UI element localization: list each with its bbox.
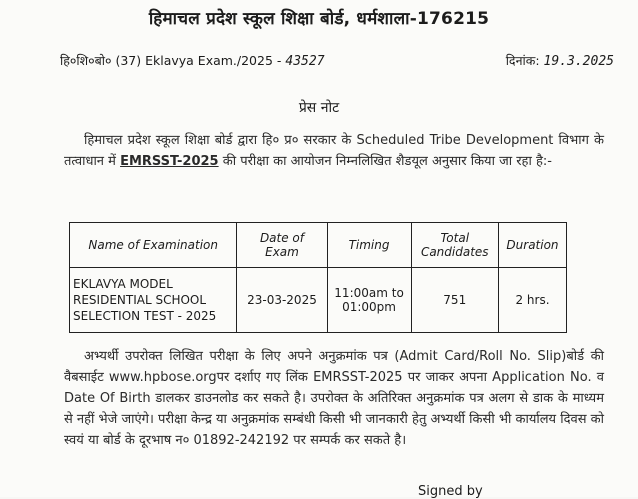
cell-exam-name: EKLAVYA MODEL RESIDENTIAL SCHOOL SELECTION TEST - 2025 — [70, 268, 237, 333]
header-duration: Duration — [498, 223, 566, 268]
date-value: 19.3.2025 — [543, 54, 614, 69]
header-timing: Timing — [327, 223, 411, 268]
cell-timing: 11:00am to 01:00pm — [327, 268, 411, 333]
instructions-paragraph: अभ्यर्थी उपरोक्त लिखित परीक्षा के लिए अपने अनुक्रमांक पत्र (Admit Card/Roll No. Slip)बोर्ड की वैबसाईट www.hpbose.orgपर दर्शाए गए लिंक EMRSST-2025 पर जाकर अपना Application No. व Date Of Birth डालकर डाउनलोड कर सकते है। उपरोक्त के अतिरिक्त अनुक्रमांक पत्र अलग से डाक के माध्यम से नहीं भेजे जाएंगे। परीक्षा केन्द्र या अनुक्रमांक सम्बंधी किसी भी जानकारी हेतु अभ्यर्थी किसी भी कार्यालय दिवस को स्वयं या बोर्ड के दूरभाष न० 01892-242192 पर सम्पर्क कर सकते है। — [64, 349, 604, 448]
date-block — [506, 52, 614, 69]
table-row — [70, 268, 567, 333]
header-total-candidates: Total Candidates — [411, 223, 498, 268]
exam-code-highlight: EMRSST-2025 — [120, 154, 219, 169]
reference-text: हि०शि०बो० (37) Eklavya Exam./2025 - — [60, 53, 282, 68]
press-note-heading: प्रेस नोट — [298, 100, 340, 116]
cell-total-candidates: 751 — [411, 268, 498, 333]
table-header-row — [70, 223, 567, 268]
header-exam-name: Name of Examination — [70, 223, 237, 268]
exam-schedule-table — [69, 222, 567, 333]
cell-duration: 2 hrs. — [498, 268, 566, 333]
date-label: दिनांक: — [505, 53, 540, 68]
reference-number — [60, 52, 325, 69]
signature-line: Signed by — [418, 484, 483, 499]
reference-handwritten-number: 43527 — [285, 54, 325, 69]
cell-exam-date: 23-03-2025 — [237, 268, 327, 333]
board-title: हिमाचल प्रदेश स्कूल शिक्षा बोर्ड, धर्मशाला-176215 — [148, 9, 490, 29]
intro-part-1: हिमाचल प्रदेश स्कूल शिक्षा बोर्ड द्वारा हि० प्र० सरकार के Scheduled Tribe Development विभाग के तत्वाधान में — [64, 133, 604, 169]
intro-paragraph — [64, 130, 604, 172]
intro-part-2: की परीक्षा का आयोजन निम्नलिखित शैडयूल अनुसार किया जा रहा है:- — [218, 154, 552, 169]
header-exam-date: Date of Exam — [237, 223, 327, 268]
